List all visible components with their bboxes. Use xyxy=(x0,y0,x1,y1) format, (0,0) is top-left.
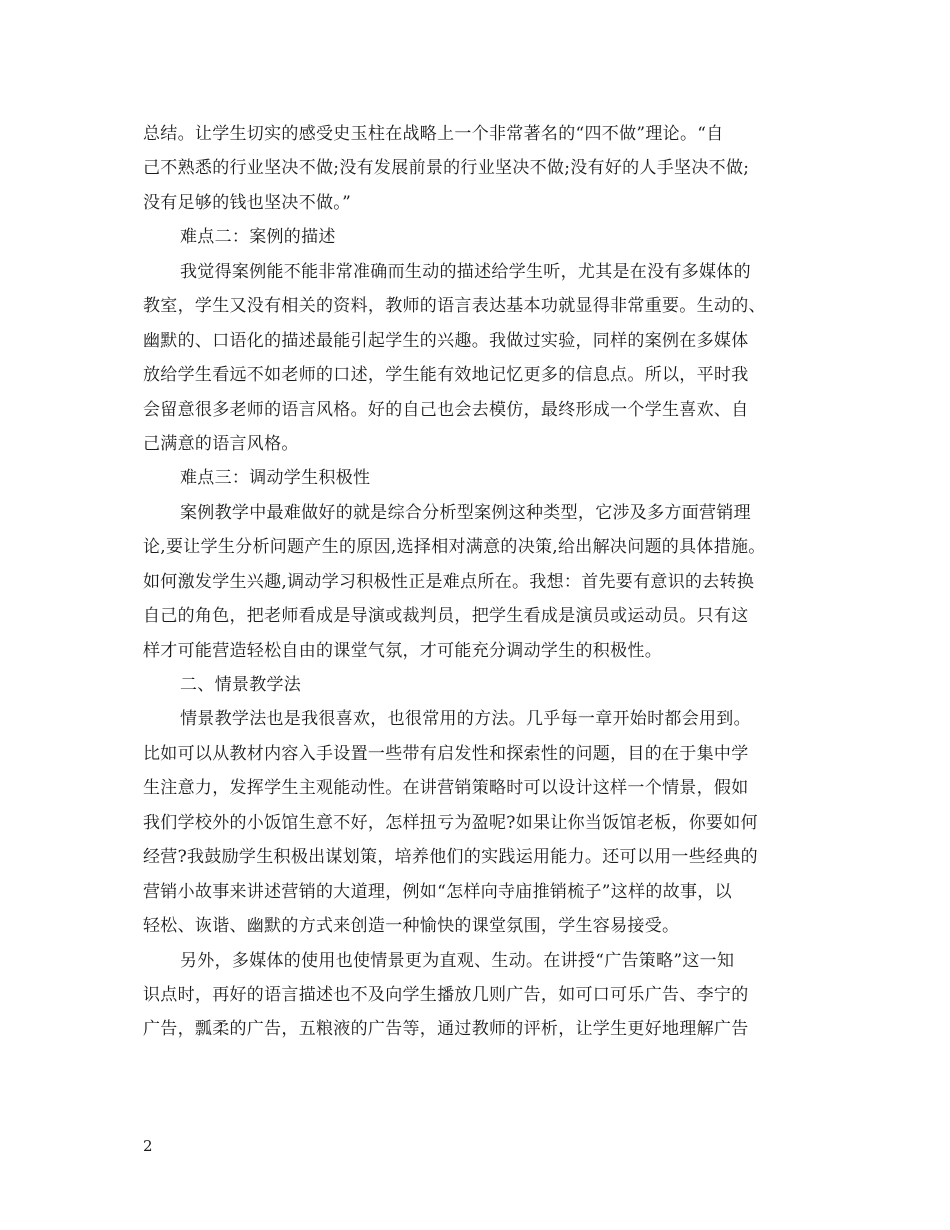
text-line: 案例教学中最难做好的就是综合分析型案例这种类型，它涉及多方面营销理 xyxy=(180,502,751,523)
text-line: 另外，多媒体的使用也使情景更为直观、生动。在讲授“广告策略”这一知 xyxy=(180,950,735,971)
text-line: 轻松、诙谐、幽默的方式来创造一种愉快的课堂氛围，学生容易接受。 xyxy=(143,916,680,937)
text-line: 我觉得案例能不能非常准确而生动的描述给学生听，尤其是在没有多媒体的 xyxy=(180,261,751,282)
text-line: 我们学校外的小饭馆生意不好，怎样扭亏为盈呢?如果让你当饭馆老板，你要如何 xyxy=(143,812,758,833)
text-line: 如何激发学生兴趣,调动学习积极性正是难点所在。我想：首先要有意识的去转换 xyxy=(143,571,755,592)
text-line: 会留意很多老师的语言风格。好的自己也会去模仿，最终形成一个学生喜欢、自 xyxy=(143,399,749,420)
text-line: 总结。让学生切实的感受史玉柱在战略上一个非常著名的“四不做”理论。“自 xyxy=(143,124,724,144)
text-line: 情景教学法也是我很喜欢，也很常用的方法。几乎每一章开始时都会用到。 xyxy=(180,709,751,730)
text-line: 放给学生看远不如老师的口述，学生能有效地记忆更多的信息点。所以，平时我 xyxy=(143,365,749,386)
text-line: 识点时，再好的语言描述也不及向学生播放几则广告，如可口可乐广告、李宁的 xyxy=(143,984,749,1005)
text-line: 己不熟悉的行业坚决不做;没有发展前景的行业坚决不做;没有好的人手坚决不做; xyxy=(143,158,750,179)
text-line: 经营?我鼓励学生积极出谋划策，培养他们的实践运用能力。还可以用一些经典的 xyxy=(143,847,758,868)
body-text xyxy=(143,117,807,1047)
text-line: 营销小故事来讲述营销的大道理，例如“怎样向寺庙推销梳子”这样的故事，以 xyxy=(143,881,732,902)
text-line: 幽默的、口语化的描述最能引起学生的兴趣。我做过实验，同样的案例在多媒体 xyxy=(143,330,749,351)
text-line: 生注意力，发挥学生主观能动性。在讲营销策略时可以设计这样一个情景，假如 xyxy=(143,778,749,799)
text-line: 广告，瓢柔的广告，五粮液的广告等，通过教师的评析，让学生更好地理解广告 xyxy=(143,1019,749,1040)
page-number: 2 xyxy=(143,1137,153,1155)
text-line: 比如可以从教材内容入手设置一些带有启发性和探索性的问题，目的在于集中学 xyxy=(143,743,749,764)
section-heading: 二、情景教学法 xyxy=(180,675,302,695)
section-heading: 难点三：调动学生积极性 xyxy=(180,468,371,489)
text-line: 教室，学生又没有相关的资料，教师的语言表达基本功就显得非常重要。生动的、 xyxy=(143,296,766,317)
text-line: 己满意的语言风格。 xyxy=(143,433,299,454)
text-line: 没有足够的钱也坚决不做。” xyxy=(143,192,352,213)
text-line: 自己的角色，把老师看成是导演或裁判员，把学生看成是演员或运动员。只有这 xyxy=(143,606,749,627)
text-line: 样才可能营造轻松自由的课堂气氛，才可能充分调动学生的积极性。 xyxy=(143,640,662,661)
section-heading: 难点二：案例的描述 xyxy=(180,227,336,248)
text-line: 论,要让学生分析问题产生的原因,选择相对满意的决策,给出解决问题的具体措施。 xyxy=(143,537,766,558)
